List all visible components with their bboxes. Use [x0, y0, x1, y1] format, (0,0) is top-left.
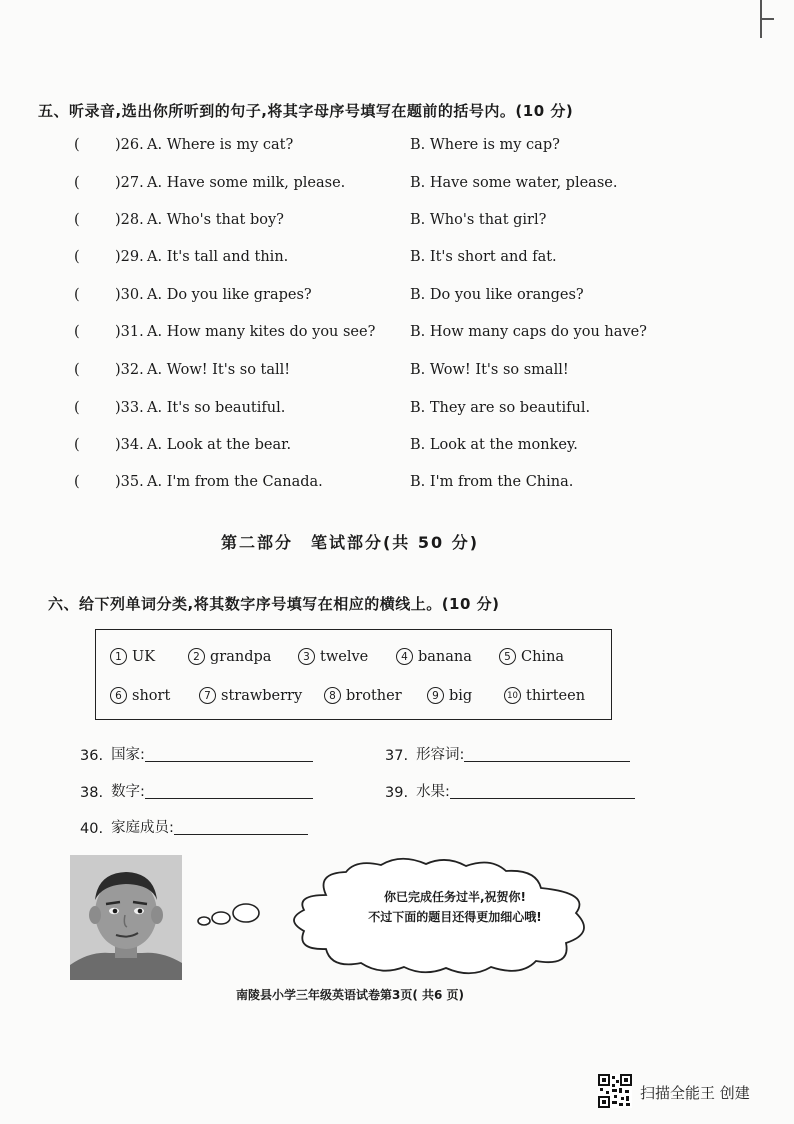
- blank-40-family: 40. 家庭成员:: [80, 816, 308, 837]
- word-bank-item: 8 brother: [324, 687, 402, 704]
- question-row: [0, 400, 794, 424]
- question-number: )26.: [115, 137, 144, 153]
- question-number: )34.: [115, 437, 144, 453]
- answer-line[interactable]: [174, 820, 308, 835]
- answer-paren[interactable]: (: [74, 474, 80, 490]
- word-bank-item: 10 thirteen: [504, 687, 585, 704]
- option-a: A. How many kites do you see?: [147, 324, 376, 340]
- word-bank-item: 1 UK: [110, 648, 155, 665]
- answer-line[interactable]: [464, 747, 630, 762]
- qr-code-icon: [598, 1074, 632, 1108]
- word-bank-item: 5 China: [499, 648, 564, 665]
- bubble-line-2: 不过下面的题目还得更加细心哦!: [368, 910, 542, 924]
- option-b: B. Look at the monkey.: [410, 437, 578, 453]
- question-row: [0, 249, 794, 273]
- bubble-line-1: 你已完成任务过半,祝贺你!: [383, 890, 527, 904]
- question-number: )28.: [115, 212, 144, 228]
- option-b: B. They are so beautiful.: [410, 400, 591, 416]
- answer-paren[interactable]: (: [74, 287, 80, 303]
- word-bank-item: 2 grandpa: [188, 648, 271, 665]
- question-number: )27.: [115, 175, 144, 191]
- question-row: [0, 212, 794, 236]
- option-b: B. Wow! It's so small!: [410, 362, 569, 378]
- option-b: B. Have some water, please.: [410, 175, 618, 191]
- answer-paren[interactable]: (: [74, 362, 80, 378]
- answer-paren[interactable]: (: [74, 175, 80, 191]
- option-b: B. Do you like oranges?: [410, 287, 584, 303]
- question-row: [0, 474, 794, 498]
- answer-paren[interactable]: (: [74, 324, 80, 340]
- question-number: )32.: [115, 362, 144, 378]
- answer-paren[interactable]: (: [74, 437, 80, 453]
- blank-39-fruit: 39. 水果:: [385, 780, 635, 801]
- question-row: [0, 137, 794, 161]
- option-b: B. It's short and fat.: [410, 249, 557, 265]
- page-footer: 南陵县小学三年级英语试卷第3页( 共6 页): [235, 988, 465, 1002]
- question-number: )29.: [115, 249, 144, 265]
- option-a: A. I'm from the Canada.: [147, 474, 323, 490]
- scanner-watermark: 扫描全能王 创建: [640, 1084, 750, 1102]
- question-row: [0, 287, 794, 311]
- answer-paren[interactable]: (: [74, 249, 80, 265]
- option-b: B. How many caps do you have?: [410, 324, 647, 340]
- word-bank-item: 4 banana: [396, 648, 472, 665]
- option-a: A. Who's that boy?: [147, 212, 284, 228]
- crop-mark: [760, 0, 776, 40]
- answer-paren[interactable]: (: [74, 400, 80, 416]
- option-b: B. Where is my cap?: [410, 137, 560, 153]
- question-row: [0, 362, 794, 386]
- word-bank-item: 3 twelve: [298, 648, 368, 665]
- answer-paren[interactable]: (: [74, 212, 80, 228]
- answer-paren[interactable]: (: [74, 137, 80, 153]
- word-bank-item: 6 short: [110, 687, 170, 704]
- blank-37-adjective: 37. 形容词:: [385, 743, 630, 764]
- blank-38-number: 38. 数字:: [80, 780, 313, 801]
- option-a: A. Have some milk, please.: [147, 175, 346, 191]
- option-b: B. I'm from the China.: [410, 474, 574, 490]
- option-b: B. Who's that girl?: [410, 212, 547, 228]
- option-a: A. Wow! It's so tall!: [147, 362, 291, 378]
- section-5-title: 五、听录音,选出你所听到的句子,将其字母序号填写在题前的括号内。(10 分): [38, 102, 574, 120]
- option-a: A. It's so beautiful.: [147, 400, 286, 416]
- blank-36-country: 36. 国家:: [80, 743, 313, 764]
- part-2-title: 第二部分 笔试部分(共 50 分): [220, 533, 480, 552]
- word-bank-box: [95, 629, 612, 720]
- section-6-title: 六、给下列单词分类,将其数字序号填写在相应的横线上。(10 分): [48, 595, 500, 613]
- question-number: )30.: [115, 287, 144, 303]
- option-a: A. Look at the bear.: [147, 437, 292, 453]
- question-row: [0, 437, 794, 461]
- option-a: A. It's tall and thin.: [147, 249, 289, 265]
- option-a: A. Where is my cat?: [147, 137, 294, 153]
- option-a: A. Do you like grapes?: [147, 287, 312, 303]
- answer-line[interactable]: [145, 784, 313, 799]
- word-bank-item: 7 strawberry: [199, 687, 302, 704]
- question-number: )33.: [115, 400, 144, 416]
- boy-photo: [70, 855, 182, 980]
- answer-line[interactable]: [145, 747, 313, 762]
- word-bank-item: 9 big: [427, 687, 472, 704]
- question-number: )31.: [115, 324, 144, 340]
- answer-line[interactable]: [450, 784, 635, 799]
- question-number: )35.: [115, 474, 144, 490]
- question-row: [0, 175, 794, 199]
- question-row: [0, 324, 794, 348]
